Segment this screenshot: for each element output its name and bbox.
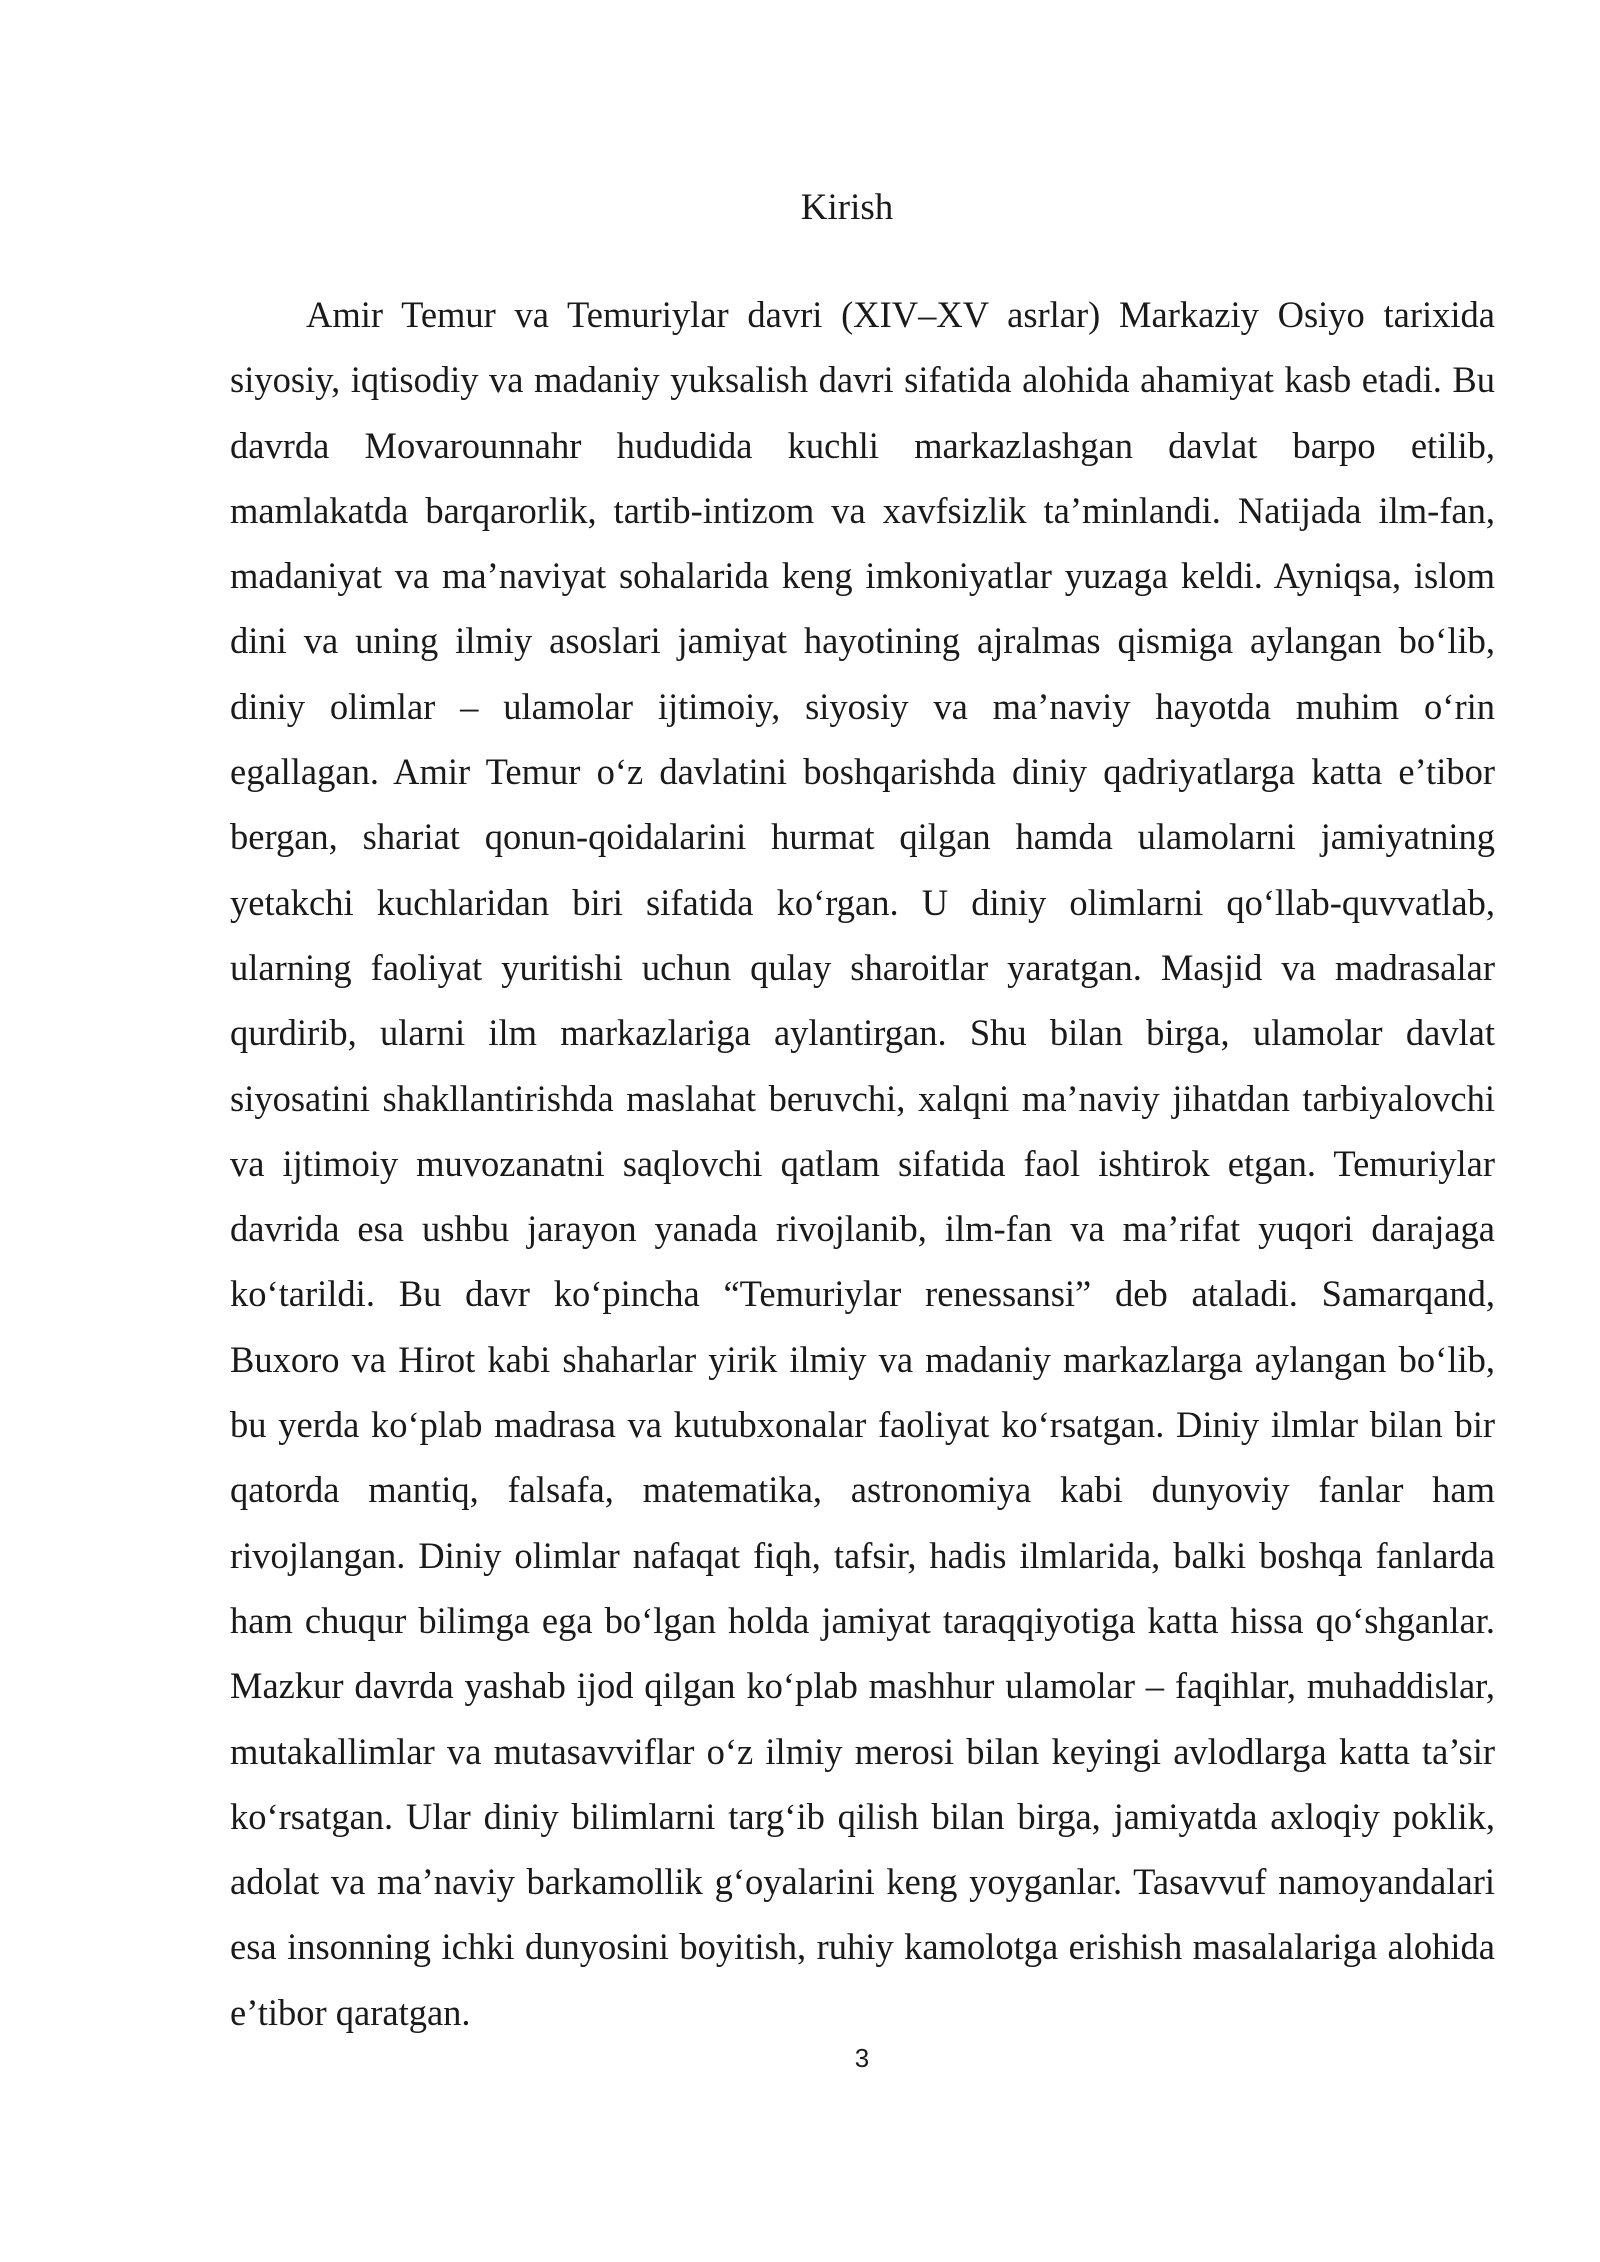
body-text	[230, 282, 1495, 2045]
page-number: 3	[854, 2043, 870, 2073]
page-title: Kirish	[800, 187, 894, 228]
paragraph: Amir Temur va Temuriylar davri (XIV–XV asrlar) Markaziy Osiyo tarixida siyosiy, iqtisodiy va madaniy yuksalish davri sifatida alohida ahamiyat kasb etadi. Bu davrda Movarounnahr hududida kuchli markazlashgan davlat barpo etilib, mamlakatda barqarorlik, tartib-intizom va xavfsizlik ta’minlandi. Natijada ilm-fan, madaniyat va ma’naviyat sohalarida keng imkoniyatlar yuzaga keldi. Ayniqsa, islom dini va uning ilmiy asoslari jamiyat hayotining ajralmas qismiga aylangan bo‘lib, diniy olimlar – ulamolar ijtimoiy, siyosiy va ma’naviy hayotda muhim o‘rin egallagan. Amir Temur o‘z davlatini boshqarishda diniy qadriyatlarga katta e’tibor bergan, shariat qonun-qoidalarini hurmat qilgan hamda ulamolarni jamiyatning yetakchi kuchlaridan biri sifatida ko‘rgan. U diniy olimlarni qo‘llab-quvvatlab, ularning faoliyat yuritishi uchun qulay sharoitlar yaratgan. Masjid va madrasalar qurdirib, ularni ilm markazlariga aylantirgan. Shu bilan birga, ulamolar davlat siyosatini shakllantirishda maslahat beruvchi, xalqni ma’naviy jihatdan tarbiyalovchi va ijtimoiy muvozanatni saqlovchi qatlam sifatida faol ishtirok etgan. Temuriylar davrida esa ushbu jarayon yanada rivojlanib, ilm-fan va ma’rifat yuqori darajaga ko‘tarildi. Bu davr ko‘pincha “Temuriylar renessansi” deb ataladi. Samarqand, Buxoro va Hirot kabi shaharlar yirik ilmiy va madaniy markazlarga aylangan bo‘lib, bu yerda ko‘plab madrasa va kutubxonalar faoliyat ko‘rsatgan. Diniy ilmlar bilan bir qatorda mantiq, falsafa, matematika, astronomiya kabi dunyoviy fanlar ham rivojlangan. Diniy olimlar nafaqat fiqh, tafsir, hadis ilmlarida, balki boshqa fanlarda ham chuqur bilimga ega bo‘lgan holda jamiyat taraqqiyotiga katta hissa qo‘shganlar. Mazkur davrda yashab ijod qilgan ko‘plab mashhur ulamolar – faqihlar, muhaddislar, mutakallimlar va mutasavviflar o‘z ilmiy merosi bilan keyingi avlodlarga katta ta’sir ko‘rsatgan. Ular diniy bilimlarni targ‘ib qilish bilan birga, jamiyatda axloqiy poklik, adolat va ma’naviy barkamollik g‘oyalarini keng yoyganlar. Tasavvuf namoyandalari esa insonning ichki dunyosini boyitish, ruhiy kamolotga erishish masalalariga alohida e’tibor qaratgan.	[230, 294, 1495, 2033]
